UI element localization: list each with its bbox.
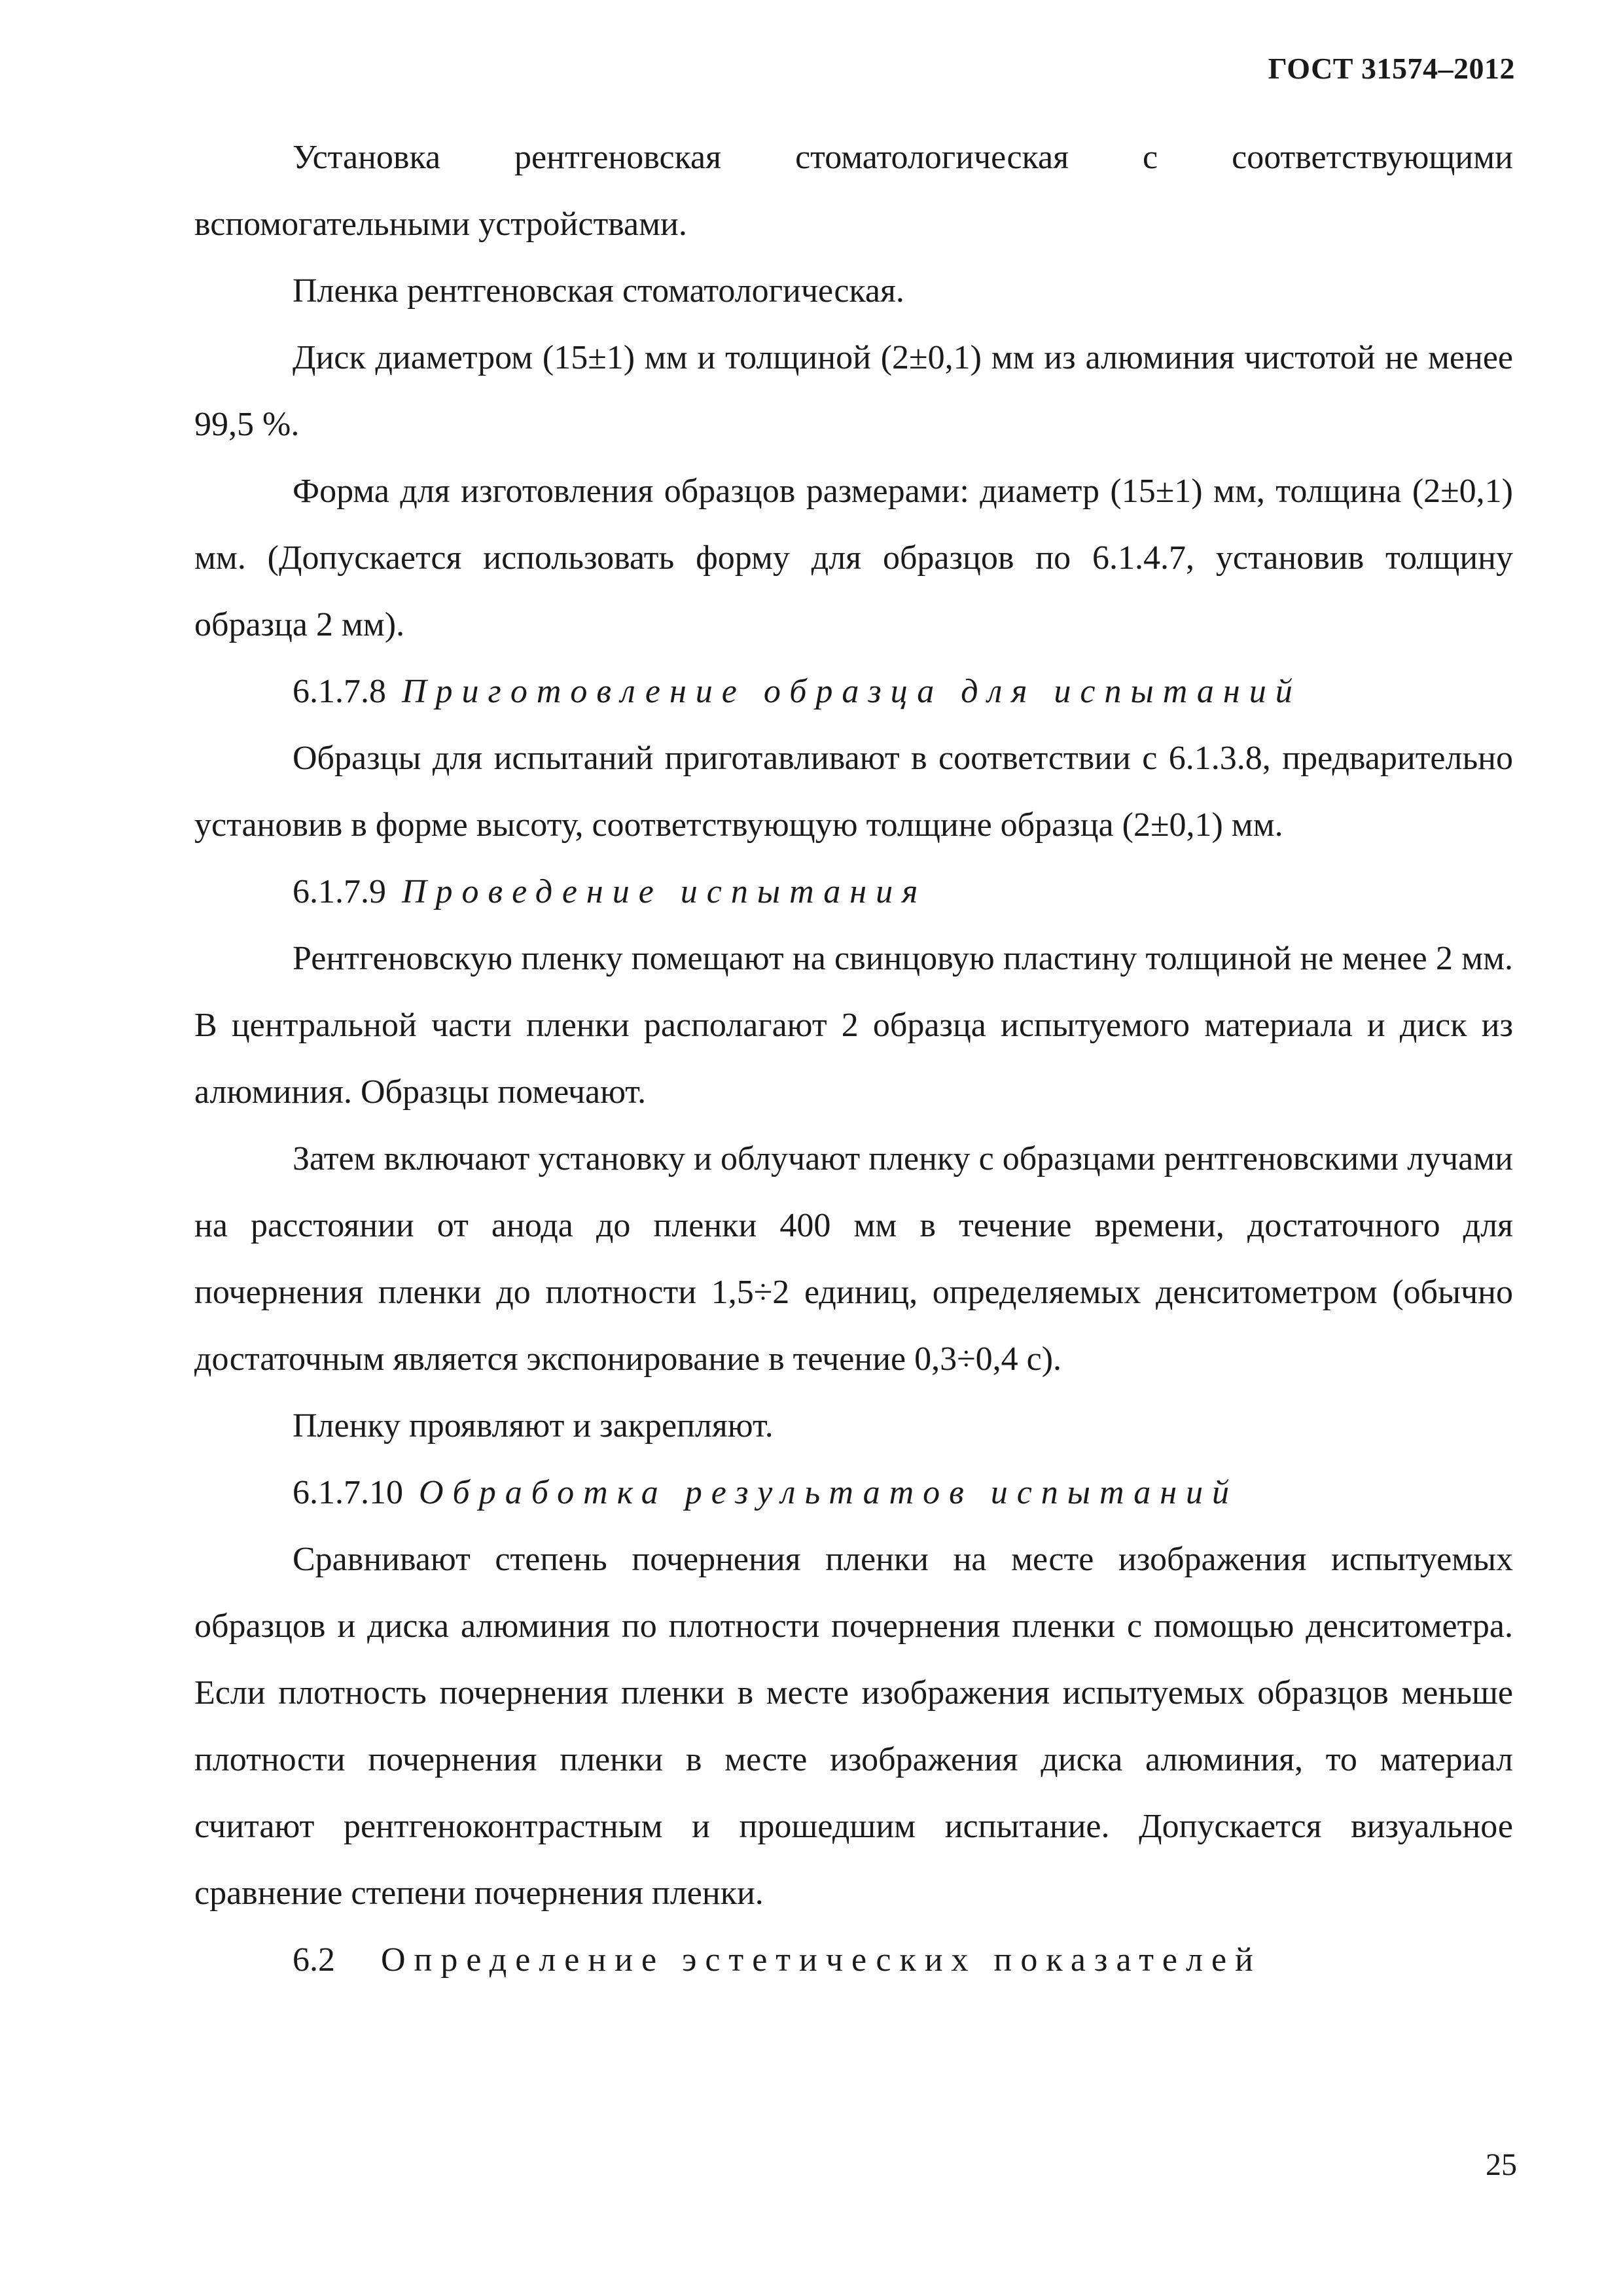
standard-designation: ГОСТ 31574–2012 (1268, 52, 1515, 85)
section-number: 6.2 (293, 1941, 335, 1979)
paragraph-equipment-xray-film: Пленка рентгеновская стоматологическая. (293, 272, 904, 310)
clause-number: 6.1.7.8 (293, 673, 386, 710)
paragraph-equipment-sample-mould: Форма для изготовления образцов размерами: диаметр (15±1) мм, толщина (2±0,1) мм. (Допускается использовать форму для образцов по 6.1.4.7, установив толщину образца 2 мм). (194, 473, 1513, 643)
clause-title: Обработка результатов испытаний (419, 1474, 1239, 1511)
heading-6-2 (194, 1927, 1513, 1994)
paragraph-film-processing: Пленку проявляют и закрепляют. (293, 1407, 774, 1444)
section-title: Определение эстетических показателей (381, 1941, 1262, 1979)
page-number: 25 (1486, 2147, 1517, 2182)
paragraph-sample-preparation: Образцы для испытаний приготавливают в соответствии с 6.1.3.8, предварительно установив в форме высоту, соответствующую толщине образца (2±0,1) мм. (194, 740, 1513, 844)
heading-6-1-7-10 (194, 1460, 1513, 1526)
paragraph-test-exposure: Затем включают установку и облучают пленку с образцами рентгеновскими лучами на расстоянии от анода до пленки 400 мм в течение времени, достаточного для почернения пленки до плотности 1,5÷2 единиц, определяемых денситометром (обычно достаточным является экспонирование в течение 0,3÷0,4 с). (194, 1140, 1513, 1378)
heading-6-1-7-9 (194, 859, 1513, 925)
clause-title: Проведение испытания (402, 873, 927, 910)
paragraph-equipment-aluminium-disc: Диск диаметром (15±1) мм и толщиной (2±0,1) мм из алюминия чистотой не менее 99,5 %. (194, 339, 1513, 443)
paragraph-equipment-xray-unit: Установка рентгеновская стоматологическая с соответствующими вспомогательными устройствами. (194, 139, 1513, 243)
clause-number: 6.1.7.9 (293, 873, 386, 910)
clause-title: Приготовление образца для испытаний (402, 673, 1302, 710)
clause-number: 6.1.7.10 (293, 1474, 403, 1511)
paragraph-test-setup: Рентгеновскую пленку помещают на свинцовую пластину толщиной не менее 2 мм. В центральной части пленки располагают 2 образца испытуемого материала и диск из алюминия. Образцы помечают. (194, 940, 1513, 1111)
paragraph-results-evaluation: Сравнивают степень почернения пленки на месте изображения испытуемых образцов и диска алюминия по плотности почернения пленки с помощью денситометра. Если плотность почернения пленки в месте изображения испытуемых образцов меньше плотности почернения пленки в месте изображения диска алюминия, то материал считают рентгеноконтрастным и прошедшим испытание. Допускается визуальное сравнение степени почернения пленки. (194, 1541, 1513, 1912)
document-body (194, 124, 1513, 1994)
heading-6-1-7-8 (194, 658, 1513, 725)
